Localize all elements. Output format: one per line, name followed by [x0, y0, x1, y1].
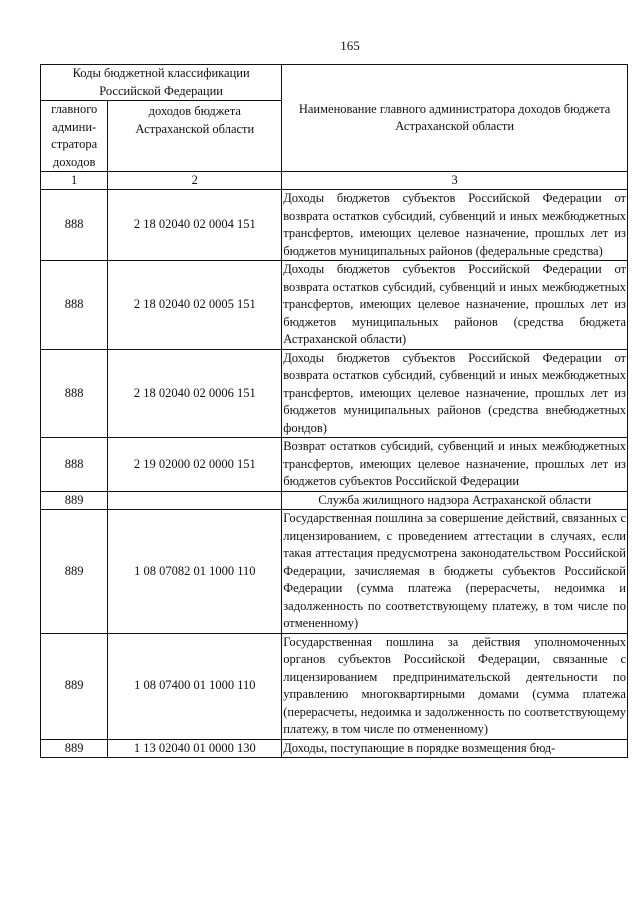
income-code: 2 18 02040 02 0004 151	[108, 190, 282, 261]
table-row	[41, 438, 628, 492]
income-name: Доходы бюджетов субъектов Российской Федерации от возврата остатков субсидий, субвенций и иных межбюджетных трансфертов, имеющих целевое назначение, прошлых лет из бюджетов муниципальных районов (федеральные средства)	[282, 190, 628, 261]
admin-code: 888	[41, 190, 108, 261]
administrator-heading-row	[41, 491, 628, 510]
income-name: Доходы, поступающие в порядке возмещения бюд-	[282, 739, 628, 758]
income-code: 1 08 07400 01 1000 110	[108, 633, 282, 739]
header-group-label: Коды бюджетной классификации Российской Федерации	[41, 65, 282, 101]
income-name: Государственная пошлина за действия уполномоченных органов субъектов Российской Федерации, связанные с лицензированием предпринимательской деятельности по управлению многоквартирными домами (сумма платежа (перерасчеты, недоимка и задолженность по соответствующему платежу, в том числе по отмененному)	[282, 633, 628, 739]
admin-code: 889	[41, 510, 108, 634]
income-code: 2 19 02000 02 0000 151	[108, 438, 282, 492]
income-code	[108, 491, 282, 510]
admin-code: 889	[41, 633, 108, 739]
budget-classification-table	[40, 64, 628, 758]
admin-code: 888	[41, 261, 108, 350]
income-code: 1 13 02040 01 0000 130	[108, 739, 282, 758]
table-row	[41, 190, 628, 261]
admin-code: 888	[41, 438, 108, 492]
page-number: 165	[340, 38, 360, 53]
income-name: Доходы бюджетов субъектов Российской Федерации от возврата остатков субсидий, субвенций и иных межбюджетных трансфертов, имеющих целевое назначение, прошлых лет из бюджетов муниципальных районов (средства внебюджетных фондов)	[282, 349, 628, 438]
admin-code: 889	[41, 739, 108, 758]
table-row	[41, 261, 628, 350]
header-col1-label: главного админи-стратора доходов	[41, 101, 108, 172]
column-number: 2	[108, 172, 282, 190]
column-number: 3	[282, 172, 628, 190]
income-code: 2 18 02040 02 0005 151	[108, 261, 282, 350]
header-col2-label: доходов бюджета Астраханской области	[108, 101, 282, 172]
income-code: 2 18 02040 02 0006 151	[108, 349, 282, 438]
header-col3-label: Наименование главного администратора доходов бюджета Астраханской области	[282, 65, 628, 172]
column-number: 1	[41, 172, 108, 190]
table-row	[41, 633, 628, 739]
income-name: Доходы бюджетов субъектов Российской Федерации от возврата остатков субсидий, субвенций и иных межбюджетных трансфертов, имеющих целевое назначение, прошлых лет из бюджетов муниципальных районов (средства бюджета Астраханской области)	[282, 261, 628, 350]
income-name: Государственная пошлина за совершение действий, связанных с лицензированием, с проведением аттестации в случаях, если такая аттестация предусмотрена законодательством Российской Федерации, зачисляемая в бюджеты субъектов Российской Федерации (сумма платежа (перерасчеты, недоимка и задолженность по соответствующему платежу, в том числе по отмененному)	[282, 510, 628, 634]
column-number-row	[41, 172, 628, 190]
income-name: Возврат остатков субсидий, субвенций и иных межбюджетных трансфертов, имеющих целевое назначение, прошлых лет из бюджетов субъектов Российской Федерации	[282, 438, 628, 492]
admin-code: 889	[41, 491, 108, 510]
admin-code: 888	[41, 349, 108, 438]
table-row	[41, 510, 628, 634]
administrator-name: Служба жилищного надзора Астраханской области	[282, 491, 628, 510]
table-header-row	[41, 65, 628, 101]
income-code: 1 08 07082 01 1000 110	[108, 510, 282, 634]
table-row	[41, 349, 628, 438]
table-row	[41, 739, 628, 758]
